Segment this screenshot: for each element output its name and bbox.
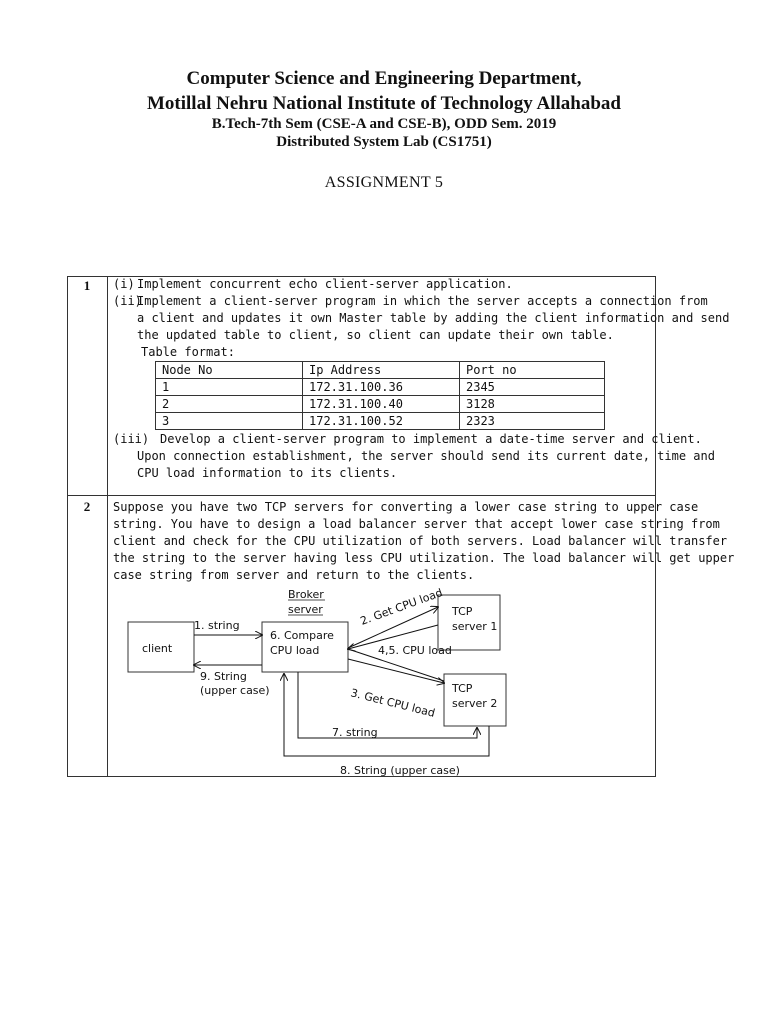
q1-i-text: Implement concurrent echo client-server application. — [137, 277, 513, 291]
table-caption: Table format: — [141, 345, 235, 359]
q2-line2: string. You have to design a load balancer server that accept lower case string from — [113, 517, 720, 531]
edge-2-label: 2. Get CPU load — [358, 586, 445, 628]
cell-ip: 172.31.100.36 — [303, 379, 460, 396]
cell-port: 2345 — [460, 379, 605, 396]
header-semester: B.Tech-7th Sem (CSE-A and CSE-B), ODD Sem. 2019 — [211, 116, 557, 132]
table-row-divider — [67, 495, 656, 496]
client-label: client — [142, 642, 173, 655]
cell-ip: 172.31.100.52 — [303, 413, 460, 430]
table-row — [156, 396, 605, 413]
q1-ii-marker: (ii) — [113, 294, 142, 308]
table-row — [156, 379, 605, 396]
edge-1-label: 1. string — [194, 619, 240, 632]
broker-label-line2: server — [288, 603, 323, 616]
edge-45-label: 4,5. CPU load — [378, 644, 452, 657]
header-course: Distributed System Lab (CS1751) — [276, 134, 492, 150]
broker-label-line1: Broker — [288, 588, 324, 601]
cell-port: 3128 — [460, 396, 605, 413]
q1-iii-marker: (iii) — [113, 432, 150, 446]
cell-port: 2323 — [460, 413, 605, 430]
edge-9-label-line2: (upper case) — [200, 684, 270, 697]
tcp2-line1: TCP — [452, 682, 473, 695]
q2-line1: Suppose you have two TCP servers for converting a lower case string to upper case — [113, 500, 699, 514]
q2-line5: case string from server and return to the clients. — [113, 568, 475, 582]
q1-iii-line3: CPU load information to its clients. — [137, 466, 398, 480]
q1-ii-line2: a client and updates it own Master table by adding the client information and send — [137, 311, 730, 325]
broker-box-line2: CPU load — [270, 644, 320, 657]
tcp1-line1: TCP — [452, 605, 473, 618]
q1-iii-line1: Develop a client-server program to implement a date-time server and client. — [160, 432, 702, 446]
tcp2-line2: server 2 — [452, 697, 498, 710]
header-department: Computer Science and Engineering Department, — [186, 68, 582, 89]
header-port-no: Port no — [460, 362, 605, 379]
header-ip-address: Ip Address — [303, 362, 460, 379]
load-balancer-diagram — [108, 585, 548, 780]
header-institute: Motillal Nehru National Institute of Technology Allahabad — [146, 93, 621, 114]
question-2-number: 2 — [83, 499, 91, 514]
q1-iii-line2: Upon connection establishment, the server should send its current date, time and — [137, 449, 715, 463]
assignment-title: ASSIGNMENT 5 — [324, 174, 444, 191]
arrow-3-get-cpu — [348, 659, 444, 683]
table-row — [156, 413, 605, 430]
edge-8-label: 8. String (upper case) — [340, 764, 460, 777]
cell-node: 2 — [156, 396, 303, 413]
q1-ii-line1: Implement a client-server program in which the server accepts a connection from — [137, 294, 708, 308]
edge-7-label: 7. string — [332, 726, 378, 739]
q1-ii-line3: the updated table to client, so client can update their own table. — [137, 328, 614, 342]
header-node-no: Node No — [156, 362, 303, 379]
tcp1-line2: server 1 — [452, 620, 498, 633]
broker-box-line1: 6. Compare — [270, 629, 334, 642]
table-header-row — [156, 362, 605, 379]
q1-i-marker: (i) — [113, 277, 135, 291]
question-1-number: 1 — [83, 278, 91, 293]
cell-node: 1 — [156, 379, 303, 396]
node-table — [155, 361, 605, 430]
cell-node: 3 — [156, 413, 303, 430]
edge-3-label: 3. Get CPU load — [349, 686, 437, 720]
q2-line3: client and check for the CPU utilization of both servers. Load balancer will transfer — [113, 534, 728, 548]
edge-9-label-line1: 9. String — [200, 670, 247, 683]
q2-line4: the string to the server having less CPU utilization. The load balancer will get upper — [113, 551, 735, 565]
cell-ip: 172.31.100.40 — [303, 396, 460, 413]
